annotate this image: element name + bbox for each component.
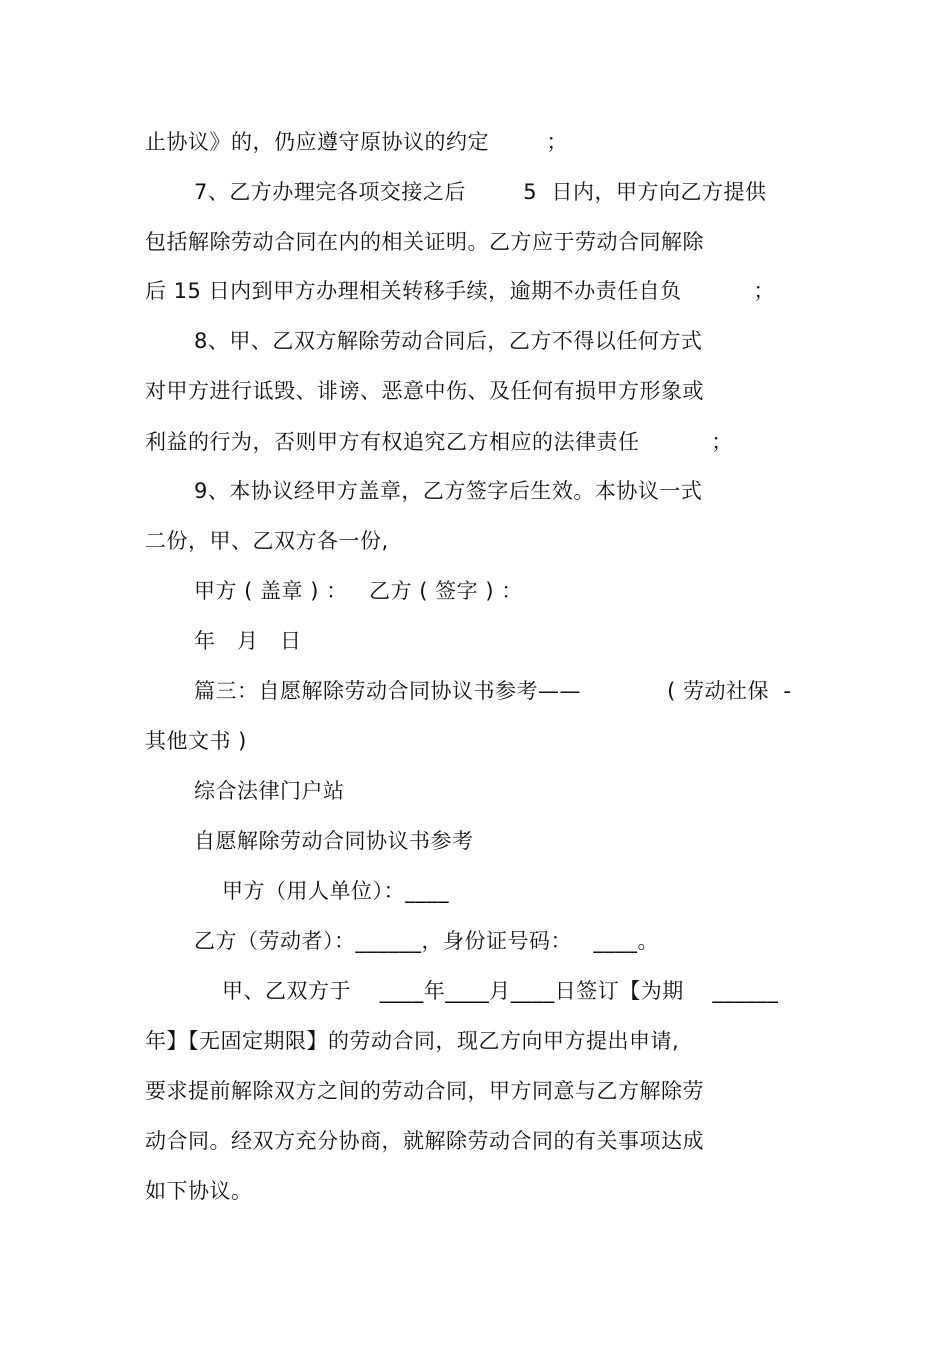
text-line-8: 9、本协议经甲方盖章，乙方签字后生效。本协议一式 bbox=[194, 479, 703, 503]
text-line-19: 年】【无固定期限】的劳动合同，现乙方向甲方提出申请, bbox=[145, 1029, 680, 1053]
text-line-7: 利益的行为，否则甲方有权追究乙方相应的法律责任 ； bbox=[145, 430, 733, 454]
text-line-6: 对甲方进行诋毁、诽谤、恶意中伤、及任何有损甲方形象或 bbox=[145, 379, 704, 403]
text-line-9: 二份，甲、乙双方各一份, bbox=[145, 529, 389, 553]
agreement-title-line: 自愿解除劳动合同协议书参考 bbox=[194, 829, 474, 853]
text-line-3: 包括解除劳动合同在内的相关证明。乙方应于劳动合同解除 bbox=[145, 230, 704, 254]
text-line-20: 要求提前解除双方之间的劳动合同，甲方同意与乙方解除劳 bbox=[145, 1079, 704, 1103]
text-line-5: 8、甲、乙双方解除劳动合同后，乙方不得以任何方式 bbox=[194, 329, 703, 353]
text-line-22: 如下协议。 bbox=[145, 1179, 253, 1203]
text-line-2: 7、乙方办理完各项交接之后 5 日内，甲方向乙方提供 bbox=[194, 180, 767, 204]
section-heading-line-2: 其他文书 ) bbox=[145, 729, 247, 753]
party-b-line: 乙方（劳动者）：______，身份证号码： ____。 bbox=[194, 929, 660, 953]
signature-parties-line: 甲方 ( 盖章 ) ： 乙方 ( 签字 ) ： bbox=[194, 579, 523, 603]
text-line-1: 止协议》的，仍应遵守原协议的约定 ； bbox=[145, 130, 568, 154]
source-site-line: 综合法律门户站 bbox=[194, 779, 345, 803]
text-line-21: 动合同。经双方充分协商，就解除劳动合同的有关事项达成 bbox=[145, 1129, 704, 1153]
date-line: 年 月 日 bbox=[194, 629, 302, 653]
text-line-4: 后 15 日内到甲方办理相关转移手续，逾期不办责任自负 ； bbox=[145, 279, 775, 303]
section-heading-line-1: 篇三：自愿解除劳动合同协议书参考—— ( 劳动社保 - bbox=[194, 679, 792, 703]
party-a-line: 甲方（用人单位）：____ bbox=[222, 879, 449, 903]
text-line-18: 甲、乙双方于 ____年____月____日签订【为期 ______ bbox=[222, 979, 779, 1003]
